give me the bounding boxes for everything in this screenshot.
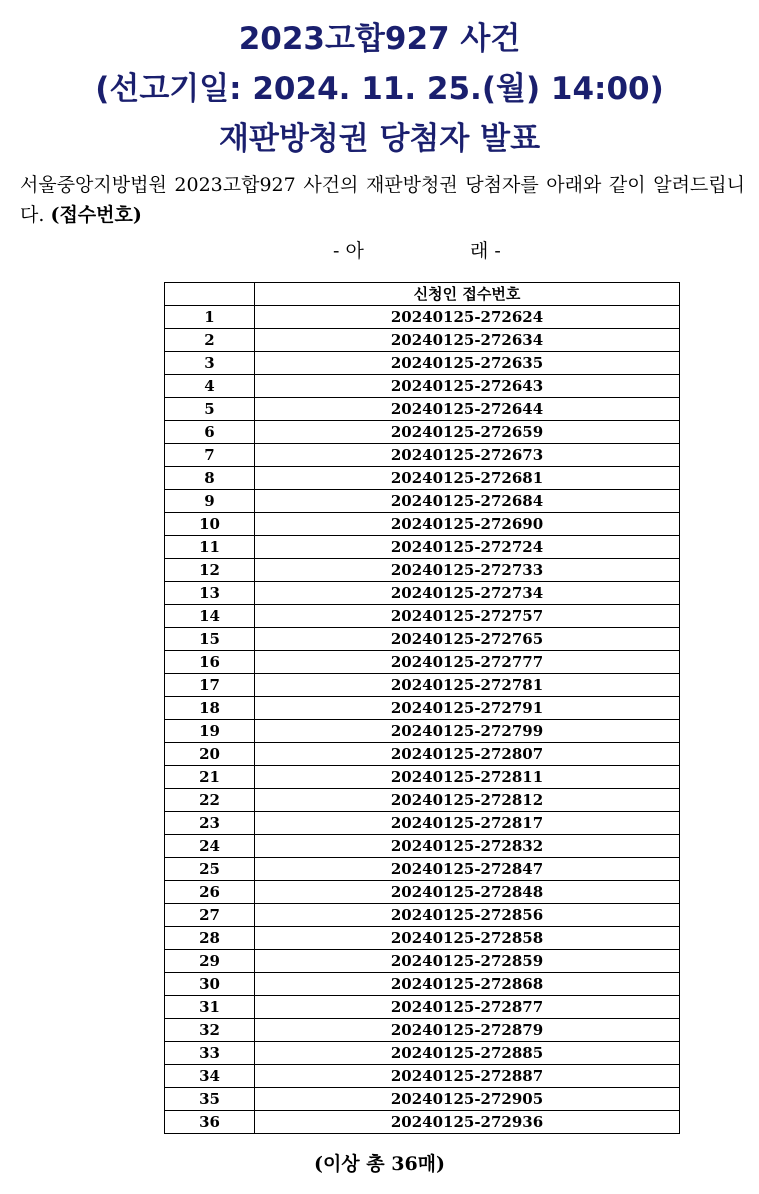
receipt-number-cell: 20240125-272811: [255, 766, 680, 789]
receipt-number-cell: 20240125-272848: [255, 881, 680, 904]
table-row: [165, 352, 680, 375]
receipt-number-cell: 20240125-272812: [255, 789, 680, 812]
receipt-number-cell: 20240125-272781: [255, 674, 680, 697]
title-sentencing-date: (선고기일: 2024. 11. 25.(월) 14:00): [95, 71, 664, 107]
intro-receipt-number-note: (접수번호): [50, 204, 142, 226]
receipt-number-cell: 20240125-272659: [255, 421, 680, 444]
row-number-cell: 28: [165, 927, 255, 950]
arae-right: 래 -: [470, 240, 501, 262]
receipt-number-cell: 20240125-272690: [255, 513, 680, 536]
table-row: [165, 651, 680, 674]
receipt-number-cell: 20240125-272832: [255, 835, 680, 858]
receipt-number-cell: 20240125-272936: [255, 1111, 680, 1134]
table-row: [165, 375, 680, 398]
row-number-cell: 5: [165, 398, 255, 421]
table-row: [165, 927, 680, 950]
receipt-number-cell: 20240125-272856: [255, 904, 680, 927]
row-number-cell: 30: [165, 973, 255, 996]
row-number-cell: 26: [165, 881, 255, 904]
table-row: [165, 720, 680, 743]
receipt-number-cell: 20240125-272879: [255, 1019, 680, 1042]
table-row: [165, 582, 680, 605]
table-row: [165, 1019, 680, 1042]
receipt-number-cell: 20240125-272733: [255, 559, 680, 582]
table-row: [165, 904, 680, 927]
row-number-cell: 17: [165, 674, 255, 697]
receipt-number-cell: 20240125-272684: [255, 490, 680, 513]
receipt-number-cell: 20240125-272777: [255, 651, 680, 674]
row-number-cell: 20: [165, 743, 255, 766]
table-header-row: [165, 283, 680, 306]
receipt-number-cell: 20240125-272847: [255, 858, 680, 881]
table-row: [165, 812, 680, 835]
row-number-cell: 14: [165, 605, 255, 628]
row-number-cell: 35: [165, 1088, 255, 1111]
table-row: [165, 950, 680, 973]
row-number-cell: 4: [165, 375, 255, 398]
receipt-number-cell: 20240125-272807: [255, 743, 680, 766]
receipt-number-cell: 20240125-272885: [255, 1042, 680, 1065]
row-number-cell: 1: [165, 306, 255, 329]
table-row: [165, 743, 680, 766]
row-number-cell: 19: [165, 720, 255, 743]
row-number-cell: 22: [165, 789, 255, 812]
table-row: [165, 1042, 680, 1065]
receipt-number-cell: 20240125-272765: [255, 628, 680, 651]
row-number-cell: 16: [165, 651, 255, 674]
receipt-number-cell: 20240125-272791: [255, 697, 680, 720]
table-row: [165, 1111, 680, 1134]
receipt-number-cell: 20240125-272681: [255, 467, 680, 490]
table-row: [165, 766, 680, 789]
row-number-cell: 25: [165, 858, 255, 881]
receipt-number-cell: 20240125-272624: [255, 306, 680, 329]
header-number-cell: [165, 283, 255, 306]
receipt-number-cell: 20240125-272799: [255, 720, 680, 743]
row-number-cell: 13: [165, 582, 255, 605]
receipt-number-cell: 20240125-272635: [255, 352, 680, 375]
row-number-cell: 15: [165, 628, 255, 651]
table-row: [165, 490, 680, 513]
row-number-cell: 34: [165, 1065, 255, 1088]
row-number-cell: 7: [165, 444, 255, 467]
receipt-number-cell: 20240125-272734: [255, 582, 680, 605]
row-number-cell: 36: [165, 1111, 255, 1134]
table-row: [165, 398, 680, 421]
receipt-number-cell: 20240125-272817: [255, 812, 680, 835]
arae-left: - 아: [333, 240, 364, 262]
row-number-cell: 11: [165, 536, 255, 559]
receipt-number-cell: 20240125-272877: [255, 996, 680, 1019]
table-row: [165, 1088, 680, 1111]
receipt-number-cell: 20240125-272859: [255, 950, 680, 973]
row-number-cell: 27: [165, 904, 255, 927]
table-row: [165, 789, 680, 812]
receipt-number-cell: 20240125-272673: [255, 444, 680, 467]
row-number-cell: 10: [165, 513, 255, 536]
row-number-cell: 24: [165, 835, 255, 858]
row-number-cell: 32: [165, 1019, 255, 1042]
row-number-cell: 31: [165, 996, 255, 1019]
table-row: [165, 697, 680, 720]
receipt-number-cell: 20240125-272643: [255, 375, 680, 398]
table-row: [165, 835, 680, 858]
table-row: [165, 513, 680, 536]
intro-text: 서울중앙지방법원 2023고합927 사건의 재판방청권 당첨자를 아래와 같이 알려드립니다.: [20, 174, 745, 226]
row-number-cell: 33: [165, 1042, 255, 1065]
row-number-cell: 8: [165, 467, 255, 490]
receipt-number-cell: 20240125-272887: [255, 1065, 680, 1088]
table-row: [165, 881, 680, 904]
intro-paragraph: [20, 170, 745, 230]
document-title: [0, 14, 759, 164]
table-row: [165, 605, 680, 628]
table-row: [165, 306, 680, 329]
table-row: [165, 858, 680, 881]
receipt-number-cell: 20240125-272644: [255, 398, 680, 421]
winners-table: [164, 282, 680, 1134]
receipt-number-cell: 20240125-272757: [255, 605, 680, 628]
row-number-cell: 29: [165, 950, 255, 973]
table-row: [165, 444, 680, 467]
total-count-note: (이상 총 36매): [313, 1153, 446, 1175]
table-row: [165, 628, 680, 651]
table-row: [165, 1065, 680, 1088]
title-case-number: 2023고합927 사건: [238, 21, 521, 57]
table-row: [165, 559, 680, 582]
header-receipt-number-cell: 신청인 접수번호: [255, 283, 680, 306]
receipt-number-cell: 20240125-272858: [255, 927, 680, 950]
row-number-cell: 21: [165, 766, 255, 789]
row-number-cell: 6: [165, 421, 255, 444]
table-row: [165, 421, 680, 444]
table-row: [165, 536, 680, 559]
row-number-cell: 2: [165, 329, 255, 352]
table-row: [165, 329, 680, 352]
receipt-number-cell: 20240125-272724: [255, 536, 680, 559]
row-number-cell: 12: [165, 559, 255, 582]
receipt-number-cell: 20240125-272868: [255, 973, 680, 996]
title-announcement: 재판방청권 당첨자 발표: [218, 121, 541, 157]
row-number-cell: 18: [165, 697, 255, 720]
receipt-number-cell: 20240125-272634: [255, 329, 680, 352]
row-number-cell: 23: [165, 812, 255, 835]
receipt-number-cell: 20240125-272905: [255, 1088, 680, 1111]
table-row: [165, 467, 680, 490]
table-row: [165, 973, 680, 996]
table-row: [165, 674, 680, 697]
row-number-cell: 9: [165, 490, 255, 513]
table-row: [165, 996, 680, 1019]
table-body: [165, 306, 680, 1134]
row-number-cell: 3: [165, 352, 255, 375]
